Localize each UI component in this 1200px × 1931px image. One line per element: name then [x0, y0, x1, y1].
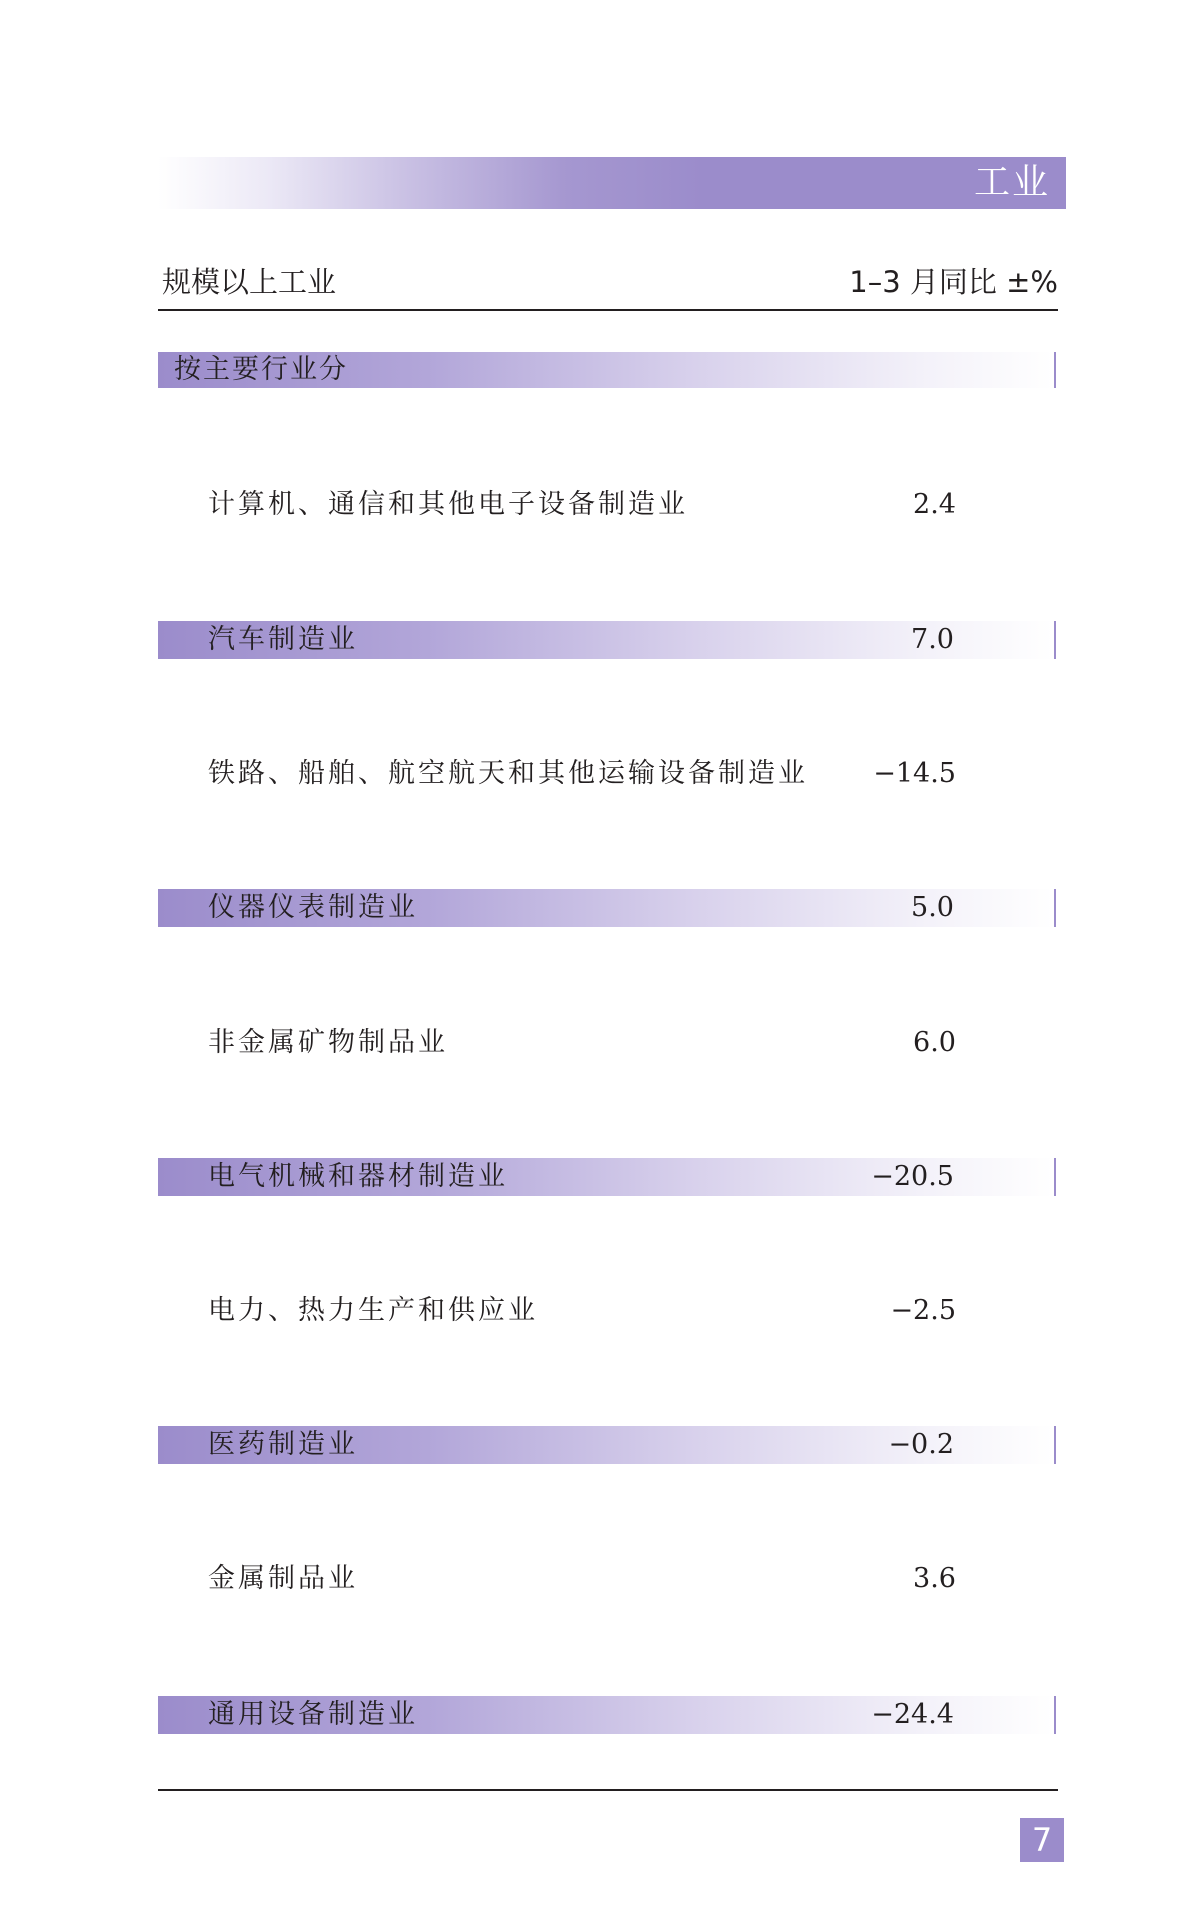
table-row	[158, 1158, 1056, 1196]
table-row	[158, 755, 1056, 793]
table-title: 规模以上工业	[162, 265, 337, 299]
table-header	[162, 258, 1058, 306]
row-label: 铁路、船舶、航空航天和其他运输设备制造业	[208, 758, 808, 789]
banner-title: 工业	[973, 162, 1050, 203]
row-label: 金属制品业	[208, 1563, 358, 1594]
header-rule	[158, 309, 1058, 311]
page-number: 7	[1020, 1818, 1064, 1862]
table-row	[158, 1292, 1056, 1330]
row-value: −14.5	[873, 758, 956, 789]
table-row	[158, 621, 1056, 659]
row-value: 3.6	[913, 1563, 956, 1594]
row-label: 汽车制造业	[208, 624, 358, 655]
row-label: 医药制造业	[208, 1429, 358, 1460]
row-value: 2.4	[913, 489, 956, 520]
row-value: 5.0	[911, 892, 954, 923]
footer-rule	[158, 1789, 1058, 1791]
section-heading-label: 按主要行业分	[174, 354, 348, 385]
row-value: −0.2	[888, 1429, 954, 1460]
row-label: 计算机、通信和其他电子设备制造业	[208, 489, 688, 520]
row-value: 7.0	[911, 624, 954, 655]
table-row	[158, 1696, 1056, 1734]
table-unit-label: 1–3 月同比 ±%	[849, 265, 1058, 299]
row-label: 电气机械和器材制造业	[208, 1161, 508, 1192]
section-heading	[158, 352, 1056, 388]
table-row	[158, 486, 1056, 524]
row-value: 6.0	[913, 1027, 956, 1058]
row-label: 非金属矿物制品业	[208, 1027, 448, 1058]
table-row	[158, 1560, 1056, 1598]
table-row	[158, 889, 1056, 927]
row-value: −2.5	[890, 1295, 956, 1326]
row-value: −20.5	[871, 1161, 954, 1192]
row-label: 通用设备制造业	[208, 1699, 418, 1730]
row-label: 仪器仪表制造业	[208, 892, 418, 923]
table-row	[158, 1426, 1056, 1464]
row-label: 电力、热力生产和供应业	[208, 1295, 538, 1326]
section-banner	[158, 157, 1066, 209]
table-row	[158, 1024, 1056, 1062]
row-value: −24.4	[871, 1699, 954, 1730]
